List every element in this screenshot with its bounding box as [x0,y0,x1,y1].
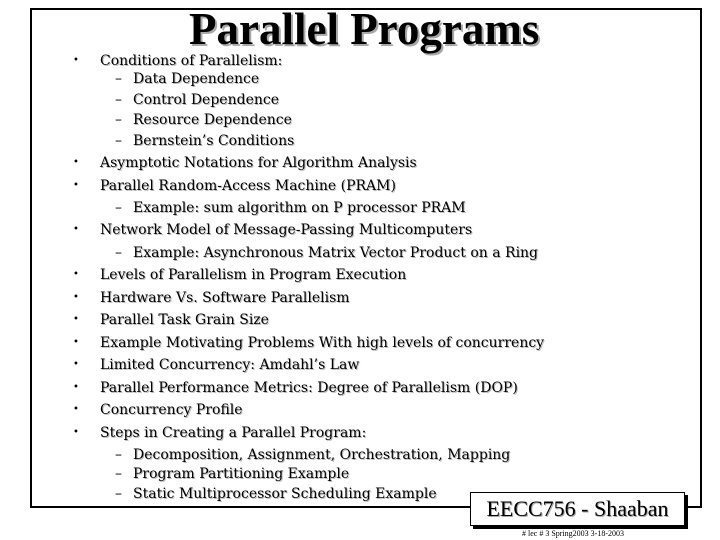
dash-icon: – [115,486,122,502]
bullet-item: Asymptotic Notations for Algorithm Analysis [100,155,417,171]
bullet-item: Limited Concurrency: Amdahl’s Law [100,357,360,373]
bullet-icon: • [73,314,79,325]
bullet-item: Parallel Task Grain Size [100,312,269,328]
bullet-item: Example Motivating Problems With high levels of concurrency [100,335,545,351]
bullet-icon: • [73,359,79,370]
sub-bullet-item: Control Dependence [133,92,279,108]
sub-bullet-item: Data Dependence [133,71,260,87]
sub-bullet-item: Example: sum algorithm on P processor PRAM [133,200,466,216]
dash-icon: – [115,245,122,261]
slide-title: Parallel Programs [189,4,540,54]
course-title: EECC756 - Shaaban [486,496,669,521]
dash-icon: – [115,112,122,128]
bullet-icon: • [73,292,79,303]
sub-bullet-item: Resource Dependence [133,112,292,128]
bullet-icon: • [73,180,79,191]
bullet-icon: • [73,55,79,66]
bullet-item: Parallel Random-Access Machine (PRAM) [100,178,396,194]
course-badge [470,492,685,526]
bullet-item: Steps in Creating a Parallel Program: [100,425,367,441]
dash-icon: – [115,71,122,87]
sub-bullet-item: Program Partitioning Example [133,466,350,482]
dash-icon: – [115,133,122,149]
sub-bullet-item: Example: Asynchronous Matrix Vector Product on a Ring [133,245,539,261]
dash-icon: – [115,200,122,216]
bullet-item: Network Model of Message-Passing Multicomputers [100,222,473,238]
bullet-icon: • [73,224,79,235]
sub-bullet-item: Static Multiprocessor Scheduling Example [133,486,437,502]
bullet-icon: • [73,337,79,348]
bullet-icon: • [73,404,79,415]
bullet-item: Conditions of Parallelism: [100,53,283,69]
dash-icon: – [115,92,122,108]
sub-bullet-item: Bernstein’s Conditions [133,133,295,149]
dash-icon: – [115,466,122,482]
bullet-icon: • [73,269,79,280]
lecture-info: # lec # 3 Spring2003 3-18-2003 [522,529,624,538]
dash-icon: – [115,447,122,463]
bullet-icon: • [73,157,79,168]
bullet-icon: • [73,427,79,438]
bullet-icon: • [73,382,79,393]
bullet-item: Concurrency Profile [100,402,243,418]
sub-bullet-item: Decomposition, Assignment, Orchestration, Mapping [133,447,511,463]
bullet-item: Hardware Vs. Software Parallelism [100,290,350,306]
bullet-item: Levels of Parallelism in Program Execution [100,267,407,283]
bullet-item: Parallel Performance Metrics: Degree of Parallelism (DOP) [100,380,518,396]
